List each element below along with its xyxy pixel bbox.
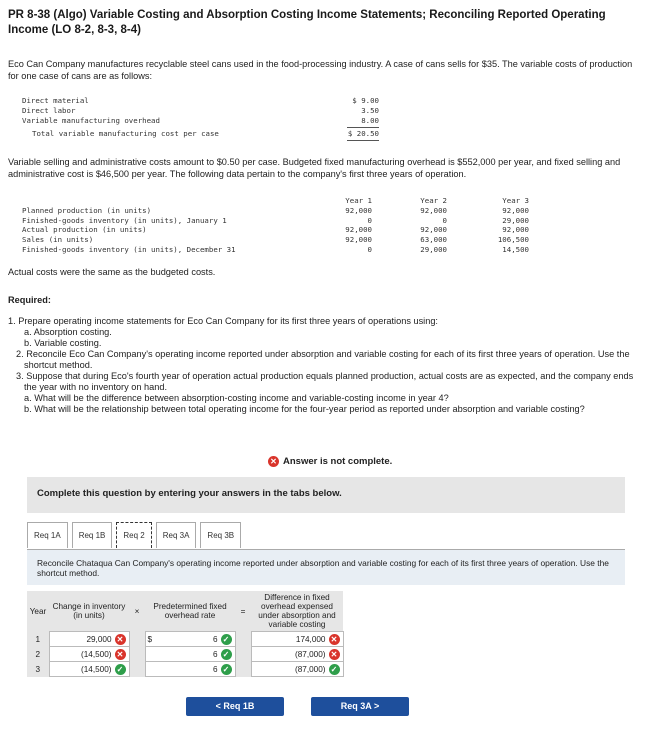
answer-status: [268, 456, 392, 467]
production-row: [22, 206, 622, 216]
check-icon: ✓: [221, 634, 232, 645]
check-icon: ✓: [221, 664, 232, 675]
rate-value: 6: [212, 664, 218, 674]
spacer: [235, 647, 251, 662]
year-header: Year 2: [420, 196, 447, 205]
rate-value: 6: [212, 649, 218, 659]
cost-value: $ 20.50: [347, 128, 379, 138]
col-year: Year: [27, 591, 49, 632]
check-icon: ✓: [115, 664, 126, 675]
error-icon: ✕: [329, 649, 340, 660]
production-cell: 106,500: [497, 235, 529, 245]
production-row: [22, 235, 622, 245]
production-cell: 29,000: [420, 244, 447, 254]
difference-value: (87,000): [295, 649, 326, 659]
dollar-sign: $: [147, 634, 153, 644]
table-row: [27, 632, 343, 647]
production-cell: 92,000: [345, 235, 372, 245]
production-row: [22, 216, 622, 226]
spacer: [235, 632, 251, 647]
total-double-underline: [347, 140, 379, 141]
production-cell: 0: [367, 215, 372, 225]
change-input[interactable]: [49, 632, 129, 647]
col-change-in-inventory: Change in inventory (in units): [49, 591, 129, 632]
difference-input[interactable]: [251, 662, 343, 677]
year-cell: 1: [27, 632, 49, 647]
cost-label: Direct material: [22, 96, 89, 105]
cost-value: 3.50: [361, 106, 379, 116]
col-overhead-rate: Predetermined fixed overhead rate: [145, 591, 235, 632]
req-item-1: 1. Prepare operating income statements for Eco Can Company for its first three years of operations using:: [8, 316, 438, 326]
tab-req-2[interactable]: Req 2: [116, 522, 151, 548]
cost-value: 8.00: [361, 116, 379, 126]
answer-status-text: Answer is not complete.: [283, 456, 393, 467]
change-value: (14,500): [81, 649, 112, 659]
error-icon: ✕: [115, 634, 126, 645]
cost-label: Variable manufacturing overhead: [22, 116, 160, 126]
production-cell: 92,000: [502, 205, 529, 215]
actual-costs-text: Actual costs were the same as the budgeted costs.: [8, 267, 216, 277]
year-cell: 2: [27, 647, 49, 662]
spacer: [129, 647, 145, 662]
prev-req-button[interactable]: < Req 1B: [186, 697, 284, 716]
reconciliation-table: [27, 591, 344, 677]
required-list: [8, 316, 638, 415]
year-header: Year 3: [502, 196, 529, 205]
cost-label: Total variable manufacturing cost per case: [32, 128, 219, 138]
tab-req-1a[interactable]: Req 1A: [27, 522, 68, 548]
production-cell: 0: [442, 215, 447, 225]
spacer: [129, 632, 145, 647]
production-cell: 92,000: [502, 225, 529, 235]
production-table: [22, 196, 622, 255]
production-cell: 29,000: [502, 215, 529, 225]
rate-input[interactable]: [145, 647, 235, 662]
check-icon: ✓: [329, 664, 340, 675]
change-value: (14,500): [81, 664, 112, 674]
change-value: 29,000: [86, 634, 112, 644]
req-item-3a: a. What will be the difference between absorption-costing income and variable-costing income in year 4?: [24, 393, 449, 403]
tab-req-1b[interactable]: Req 1B: [72, 522, 113, 548]
production-cell: 92,000: [420, 225, 447, 235]
difference-value: (87,000): [295, 664, 326, 674]
required-heading: Required:: [8, 295, 51, 305]
production-row: [22, 245, 622, 255]
spacer: [129, 662, 145, 677]
production-cell: 92,000: [420, 205, 447, 215]
year-cell: 3: [27, 662, 49, 677]
tab-bar: [27, 522, 245, 550]
req-item-1a: a. Absorption costing.: [24, 327, 112, 337]
difference-input[interactable]: [251, 647, 343, 662]
production-label: Finished-goods inventory (in units), January 1: [22, 215, 227, 225]
cost-value: $ 9.00: [352, 96, 379, 105]
table-row: [27, 647, 343, 662]
req-item-3b: b. What will be the relationship between total operating income for the four-year period as reported under absorption and variable costing?: [24, 404, 585, 414]
production-label: Planned production (in units): [22, 205, 152, 215]
production-cell: 92,000: [345, 205, 372, 215]
req-item-1b: b. Variable costing.: [24, 338, 102, 348]
difference-value: 174,000: [295, 634, 326, 644]
error-icon: ✕: [115, 649, 126, 660]
rate-value: 6: [212, 634, 218, 644]
error-icon: ✕: [268, 456, 279, 467]
intro-text: Eco Can Company manufactures recyclable steel cans used in the food-processing industry. A case of cans sells for $35. The variable costs of production for one case of cans are as follows:: [8, 59, 633, 81]
next-req-button[interactable]: Req 3A >: [311, 697, 409, 716]
error-icon: ✕: [329, 634, 340, 645]
instruction-bar: Complete this question by entering your answers in the tabs below.: [27, 477, 625, 513]
spacer: [235, 662, 251, 677]
selling-text: Variable selling and administrative costs amount to $0.50 per case. Budgeted fixed manufacturing overhead is $552,000 per year, and fixed selling and administrative cost is $46,500 per year. The following data pertain to the company's first three years of operation.: [8, 157, 621, 179]
production-label: Actual production (in units): [22, 225, 147, 235]
production-label: Sales (in units): [22, 235, 94, 245]
production-header-row: [22, 196, 622, 206]
year-header: Year 1: [345, 196, 372, 205]
change-input[interactable]: [49, 647, 129, 662]
production-label: Finished-goods inventory (in units), December 31: [22, 244, 236, 254]
change-input[interactable]: [49, 662, 129, 677]
req-item-3: 3. Suppose that during Eco's fourth year of operation actual production equals planned production, actual costs are as expected, and the company ends the year with no inventory on hand.: [16, 371, 634, 392]
production-row: [22, 225, 622, 235]
cost-label: Direct labor: [22, 106, 76, 116]
problem-title: PR 8-38 (Algo) Variable Costing and Absorption Costing Income Statements; Reconciling Reported Operating Income (LO 8-2, 8-3, 8-4): [8, 9, 606, 36]
rate-input[interactable]: [145, 632, 235, 647]
check-icon: ✓: [221, 649, 232, 660]
production-cell: 63,000: [420, 235, 447, 245]
req-item-2: 2. Reconcile Eco Can Company's operating income reported under absorption and variable costing for each of its first three years of operation. Use the shortcut method.: [16, 349, 630, 370]
production-cell: 0: [367, 244, 372, 254]
tab-req-3a[interactable]: Req 3A: [156, 522, 197, 548]
table-row: [27, 662, 343, 677]
col-difference: Difference in fixed overhead expensed under absorption and variable costing: [251, 591, 343, 632]
col-times: ×: [129, 591, 145, 632]
rate-input[interactable]: [145, 662, 235, 677]
production-cell: 92,000: [345, 225, 372, 235]
tab-req-3b[interactable]: Req 3B: [200, 522, 241, 548]
col-equals: =: [235, 591, 251, 632]
question-panel: Reconcile Chataqua Can Company's operating income reported under absorption and variable costing for each of its first three years of operation. Use the shortcut method.: [27, 549, 625, 585]
production-cell: 14,500: [502, 244, 529, 254]
difference-input[interactable]: [251, 632, 343, 647]
